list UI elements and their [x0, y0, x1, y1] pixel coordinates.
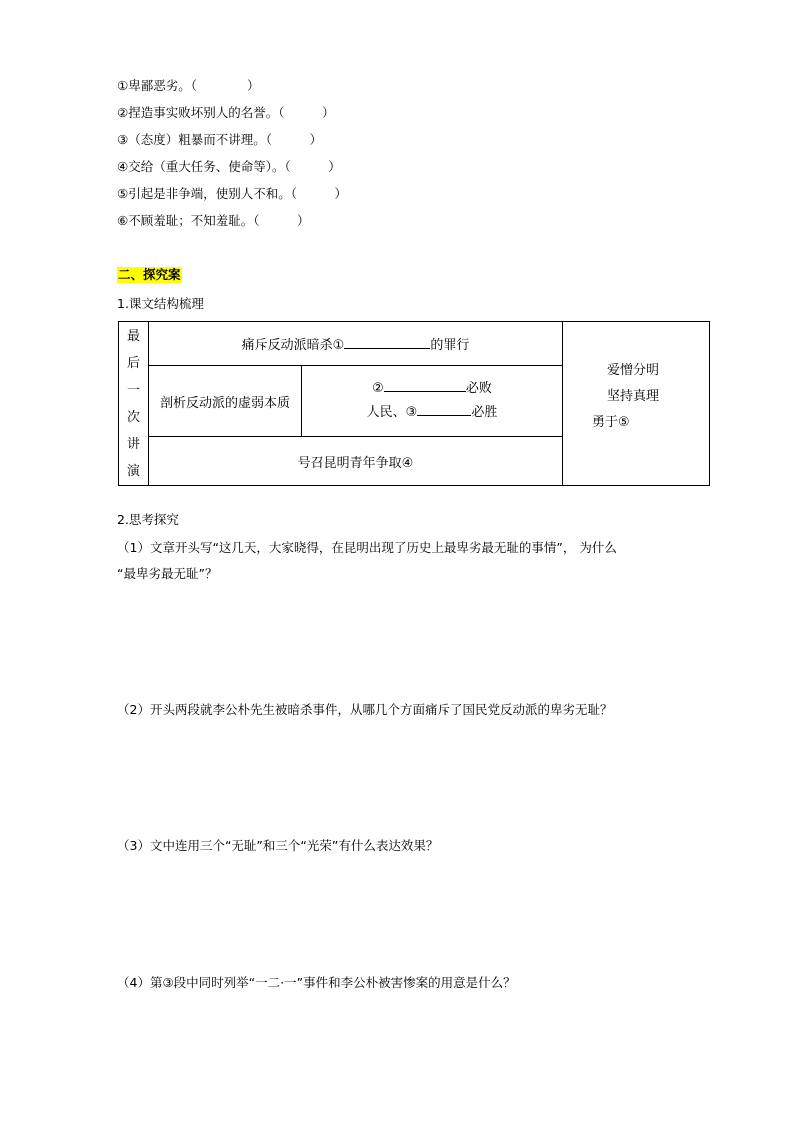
section-heading: 二、探究案: [118, 267, 181, 282]
row-call: 号召昆明青年争取④: [149, 437, 563, 486]
fill-item-6: ⑥不顾羞耻；不知羞耻。（ ）: [117, 213, 310, 228]
sub-title-thinking: 2.思考探究: [117, 512, 179, 527]
structure-table: [118, 321, 710, 486]
sub-title-structure: 1.课文结构梳理: [117, 296, 204, 311]
fill-item-1: ①卑鄙恶劣。（ ）: [117, 78, 260, 93]
row-analyze-content: ② 必败 人民、③ 必胜: [302, 366, 563, 437]
question-1-line-2: “最卑劣最无耻”？: [117, 566, 218, 581]
row-analyze-label: 剖析反动派的虚弱本质: [149, 366, 302, 437]
right-column: 爱憎分明 坚持真理 勇于⑤: [563, 322, 710, 486]
question-3: （3）文中连用三个“无耻”和三个“光荣”有什么表达效果？: [117, 838, 439, 853]
fill-item-5: ⑤引起是非争端，使别人不和。（ ）: [117, 186, 347, 201]
fill-item-4: ④交给（重大任务、使命等）。（ ）: [117, 159, 341, 174]
vertical-label: 最 后 一 次 讲 演: [119, 322, 149, 486]
question-2: （2）开头两段就李公朴先生被暗杀事件，从哪几个方面痛斥了国民党反动派的卑劣无耻？: [117, 702, 613, 717]
question-4: （4）第③段中同时列举“一二·一”事件和李公朴被害惨案的用意是什么？: [117, 975, 516, 990]
question-1-line-1: （1）文章开头写“这几天，大家晓得，在昆明出现了历史上最卑劣最无耻的事情”， 为什么: [117, 540, 617, 555]
fill-item-3: ③（态度）粗暴而不讲理。（ ）: [117, 132, 322, 147]
fill-item-2: ②捏造事实败坏别人的名誉。（ ）: [117, 105, 335, 120]
row-condemn: 痛斥反动派暗杀① 的罪行: [149, 322, 563, 366]
